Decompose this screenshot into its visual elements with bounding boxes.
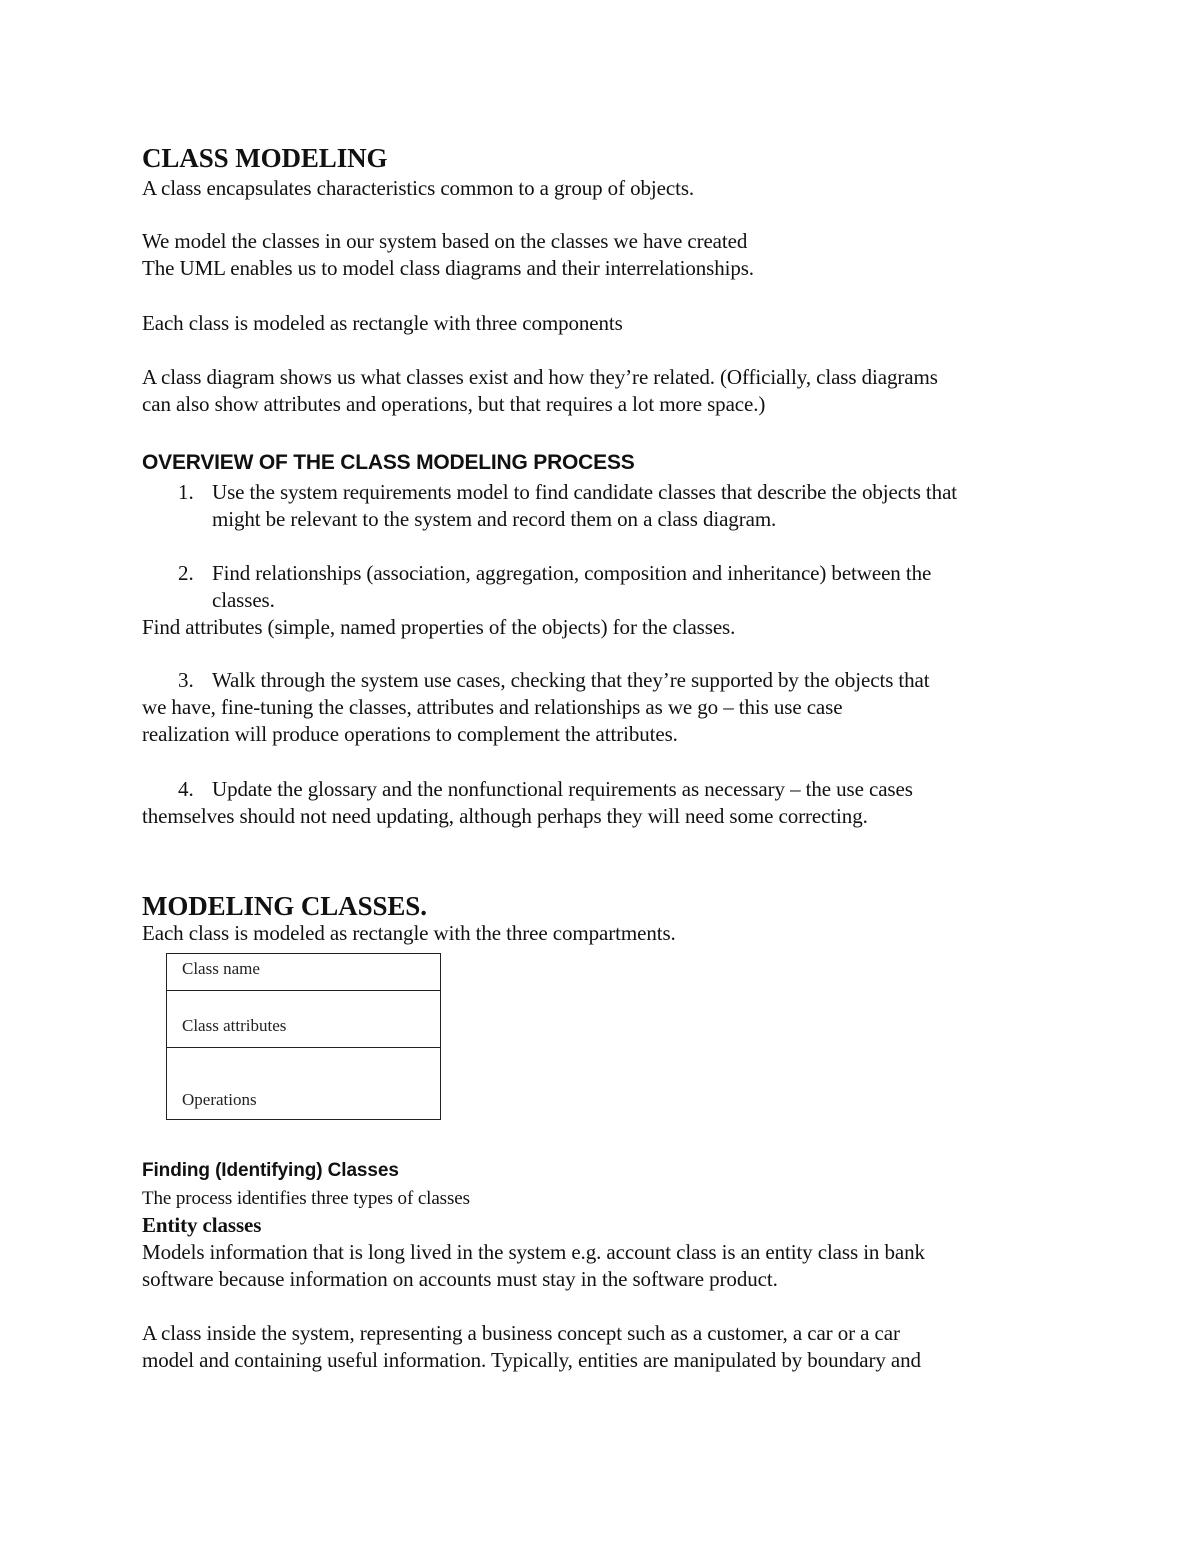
list-item-line: Update the glossary and the nonfunctional requirements as necessary – the use cases [212, 777, 913, 801]
paragraph-line: We model the classes in our system based on the classes we have created [142, 229, 748, 253]
list-item-line: Find relationships (association, aggregation, composition and inheritance) between the [212, 561, 932, 585]
paragraph-line: Find attributes (simple, named properties of the objects) for the classes. [142, 615, 736, 639]
paragraph-line: software because information on accounts must stay in the software product. [142, 1267, 778, 1291]
uml-operations-label: Operations [182, 1090, 257, 1109]
paragraph-line: can also show attributes and operations, but that requires a lot more space.) [142, 392, 766, 416]
list-number: 4. [178, 777, 194, 801]
paragraph-line: model and containing useful information. Typically, entities are manipulated by boundary and [142, 1348, 921, 1372]
list-number: 1. [178, 480, 194, 504]
paragraph-line: A class encapsulates characteristics common to a group of objects. [142, 176, 695, 200]
paragraph-line: The process identifies three types of classes [142, 1188, 470, 1209]
heading-finding-classes: Finding (Identifying) Classes [142, 1160, 399, 1181]
list-number: 2. [178, 561, 194, 585]
heading-overview: OVERVIEW OF THE CLASS MODELING PROCESS [142, 451, 635, 474]
heading-class-modeling: CLASS MODELING [142, 143, 388, 173]
list-item-line: classes. [212, 588, 275, 612]
uml-divider [167, 1047, 440, 1048]
paragraph-line: A class inside the system, representing a business concept such as a customer, a car or a car [142, 1321, 900, 1345]
paragraph-line: Models information that is long lived in the system e.g. account class is an entity class in bank [142, 1240, 925, 1264]
heading-modeling-classes: MODELING CLASSES. [142, 891, 427, 921]
uml-class-attributes-label: Class attributes [182, 1016, 287, 1035]
paragraph-line: Each class is modeled as rectangle with three components [142, 311, 623, 335]
uml-divider [167, 990, 440, 991]
list-item-line: Use the system requirements model to find candidate classes that describe the objects that [212, 480, 958, 504]
uml-class-diagram [166, 953, 441, 1120]
heading-entity-classes: Entity classes [142, 1213, 262, 1237]
paragraph-line: Each class is modeled as rectangle with the three compartments. [142, 921, 676, 945]
list-item-line: Walk through the system use cases, checking that they’re supported by the objects that [212, 668, 930, 692]
paragraph-line: A class diagram shows us what classes exist and how they’re related. (Officially, class diagrams [142, 365, 938, 389]
paragraph-line: we have, fine-tuning the classes, attributes and relationships as we go – this use case [142, 695, 843, 719]
paragraph-line: The UML enables us to model class diagrams and their interrelationships. [142, 256, 754, 280]
list-item-line: might be relevant to the system and record them on a class diagram. [212, 507, 777, 531]
paragraph-line: themselves should not need updating, although perhaps they will need some correcting. [142, 804, 868, 828]
uml-class-name-label: Class name [182, 959, 260, 978]
paragraph-line: realization will produce operations to complement the attributes. [142, 722, 678, 746]
list-number: 3. [178, 668, 194, 692]
